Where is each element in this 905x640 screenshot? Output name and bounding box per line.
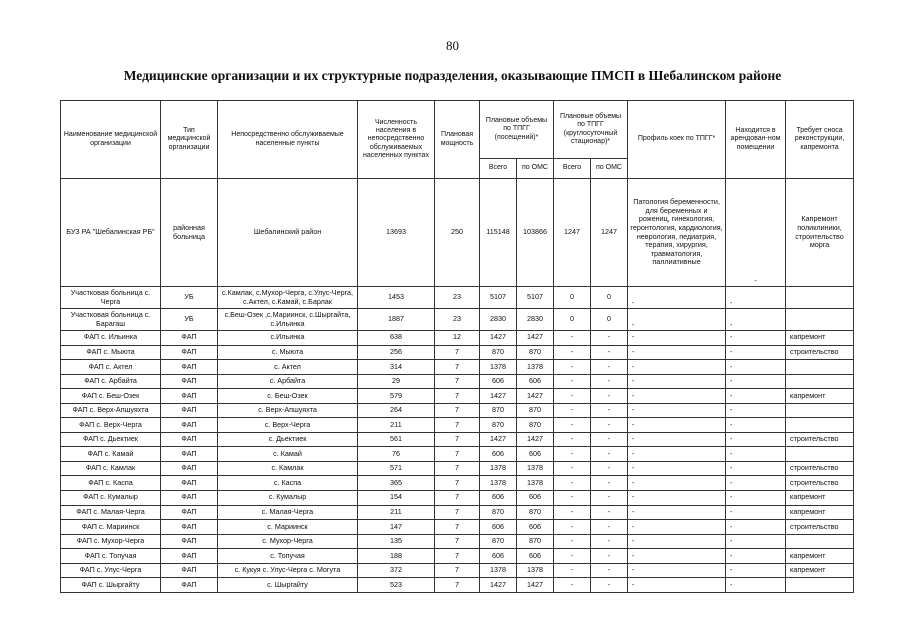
cell-visits-total: 870 xyxy=(480,534,517,549)
cell-population: 76 xyxy=(358,447,435,462)
cell-rented: - xyxy=(726,563,786,578)
cell-org-type: ФАП xyxy=(161,461,218,476)
cell-settlements: с. Камай xyxy=(218,447,358,462)
document-title: Медицинские организации и их структурные подразделения, оказывающие ПМСП в Шебалинском районе xyxy=(123,68,782,83)
cell-settlements: с. Актел xyxy=(218,360,358,375)
cell-population: 256 xyxy=(358,345,435,360)
cell-settlements: с. Верх-Апшуяхта xyxy=(218,403,358,418)
cell-inpatient-oms: - xyxy=(591,403,628,418)
cell-org-name: ФАП с. Мариинск xyxy=(61,520,161,535)
cell-bed-profile: - xyxy=(628,418,726,433)
cell-capacity: 7 xyxy=(435,476,480,491)
cell-visits-oms: 870 xyxy=(517,505,554,520)
cell-visits-oms: 2830 xyxy=(517,309,554,331)
cell-bed-profile: - xyxy=(628,520,726,535)
cell-inpatient-oms: 0 xyxy=(591,309,628,331)
table-row xyxy=(61,309,854,331)
cell-org-type: ФАП xyxy=(161,476,218,491)
table-row xyxy=(61,476,854,491)
cell-org-name: Участковая больница с. Черга xyxy=(61,287,161,309)
cell-inpatient-total: - xyxy=(554,520,591,535)
cell-settlements: с. Каспа xyxy=(218,476,358,491)
cell-bed-profile: - xyxy=(628,331,726,346)
header-rented: Находится в арендован-ном помещении xyxy=(726,101,786,179)
cell-capacity: 7 xyxy=(435,360,480,375)
cell-org-type: ФАП xyxy=(161,389,218,404)
table-row xyxy=(61,534,854,549)
cell-population: 211 xyxy=(358,505,435,520)
cell-visits-total: 1378 xyxy=(480,360,517,375)
cell-capacity: 7 xyxy=(435,578,480,593)
cell-inpatient-total: - xyxy=(554,461,591,476)
cell-rented: - xyxy=(726,389,786,404)
cell-inpatient-oms: - xyxy=(591,418,628,433)
cell-settlements: с. Арбайта xyxy=(218,374,358,389)
cell-settlements: с. Мыюта xyxy=(218,345,358,360)
cell-org-name: БУЗ РА "Шебалинская РБ" xyxy=(61,179,161,287)
cell-inpatient-oms: - xyxy=(591,331,628,346)
cell-capacity: 7 xyxy=(435,403,480,418)
cell-org-name: ФАП с. Верх-Черга xyxy=(61,418,161,433)
cell-repair: строительство xyxy=(786,461,854,476)
table-row xyxy=(61,461,854,476)
cell-rented: - xyxy=(726,578,786,593)
cell-visits-oms: 606 xyxy=(517,549,554,564)
cell-inpatient-oms: - xyxy=(591,549,628,564)
header-bed-profile: Профиль коек по ТПГГ* xyxy=(628,101,726,179)
cell-visits-total: 1427 xyxy=(480,432,517,447)
cell-settlements: с. Кукуя с. Улус-Черга с. Могута xyxy=(218,563,358,578)
cell-visits-oms: 870 xyxy=(517,534,554,549)
cell-org-name: ФАП с. Кумалыр xyxy=(61,491,161,506)
cell-org-type: районная больница xyxy=(161,179,218,287)
cell-capacity: 7 xyxy=(435,534,480,549)
cell-rented: - xyxy=(726,534,786,549)
cell-org-type: ФАП xyxy=(161,345,218,360)
cell-org-type: ФАП xyxy=(161,549,218,564)
table-body xyxy=(61,179,854,593)
cell-repair: капремонт xyxy=(786,389,854,404)
cell-repair: Капремонт поликлиники, строительство морга xyxy=(786,179,854,287)
cell-capacity: 23 xyxy=(435,287,480,309)
cell-org-name: ФАП с. Улус-Черга xyxy=(61,563,161,578)
cell-repair xyxy=(786,418,854,433)
cell-visits-total: 5107 xyxy=(480,287,517,309)
table-header xyxy=(61,101,854,179)
cell-visits-total: 1378 xyxy=(480,476,517,491)
cell-visits-oms: 870 xyxy=(517,403,554,418)
cell-population: 264 xyxy=(358,403,435,418)
cell-capacity: 7 xyxy=(435,447,480,462)
cell-rented: - xyxy=(726,520,786,535)
cell-capacity: 250 xyxy=(435,179,480,287)
header-needs-repair: Требует сноса реконструкции, капремонта xyxy=(786,101,854,179)
cell-bed-profile: - xyxy=(628,389,726,404)
cell-settlements: с. Кумалыр xyxy=(218,491,358,506)
cell-repair xyxy=(786,447,854,462)
cell-visits-oms: 870 xyxy=(517,418,554,433)
cell-repair xyxy=(786,374,854,389)
cell-org-type: ФАП xyxy=(161,563,218,578)
table-row xyxy=(61,389,854,404)
cell-rented: - xyxy=(726,418,786,433)
cell-rented: - xyxy=(726,403,786,418)
cell-inpatient-oms: - xyxy=(591,447,628,462)
cell-bed-profile: - xyxy=(628,505,726,520)
cell-org-type: ФАП xyxy=(161,447,218,462)
cell-repair: капремонт xyxy=(786,331,854,346)
cell-settlements: с. Шыргайту xyxy=(218,578,358,593)
cell-rented: - xyxy=(726,374,786,389)
cell-rented: - xyxy=(726,309,786,331)
cell-inpatient-oms: - xyxy=(591,534,628,549)
cell-inpatient-total: 1247 xyxy=(554,179,591,287)
cell-population: 571 xyxy=(358,461,435,476)
cell-org-name: ФАП с. Ильинка xyxy=(61,331,161,346)
cell-population: 135 xyxy=(358,534,435,549)
cell-repair: капремонт xyxy=(786,505,854,520)
cell-inpatient-oms: - xyxy=(591,578,628,593)
cell-visits-oms: 870 xyxy=(517,345,554,360)
cell-org-type: УБ xyxy=(161,309,218,331)
table-row xyxy=(61,403,854,418)
cell-visits-total: 115148 xyxy=(480,179,517,287)
cell-bed-profile: - xyxy=(628,360,726,375)
cell-rented: - xyxy=(726,432,786,447)
cell-visits-oms: 1427 xyxy=(517,331,554,346)
cell-org-type: ФАП xyxy=(161,534,218,549)
cell-org-type: ФАП xyxy=(161,432,218,447)
cell-inpatient-total: - xyxy=(554,360,591,375)
cell-org-name: ФАП с. Беш-Озек xyxy=(61,389,161,404)
header-capacity: Плановая мощность xyxy=(435,101,480,179)
cell-inpatient-total: 0 xyxy=(554,309,591,331)
cell-inpatient-oms: - xyxy=(591,491,628,506)
cell-visits-oms: 1378 xyxy=(517,461,554,476)
cell-inpatient-oms: - xyxy=(591,432,628,447)
cell-capacity: 7 xyxy=(435,418,480,433)
cell-population: 372 xyxy=(358,563,435,578)
cell-repair: капремонт xyxy=(786,549,854,564)
cell-org-type: ФАП xyxy=(161,578,218,593)
cell-bed-profile: - xyxy=(628,374,726,389)
cell-inpatient-total: - xyxy=(554,476,591,491)
cell-org-name: ФАП с. Мухор-Черга xyxy=(61,534,161,549)
cell-population: 523 xyxy=(358,578,435,593)
cell-visits-total: 2830 xyxy=(480,309,517,331)
cell-settlements: с. Дьектиек xyxy=(218,432,358,447)
cell-capacity: 7 xyxy=(435,520,480,535)
cell-inpatient-oms: - xyxy=(591,505,628,520)
cell-org-type: ФАП xyxy=(161,374,218,389)
cell-rented: - xyxy=(726,345,786,360)
cell-org-type: ФАП xyxy=(161,505,218,520)
cell-inpatient-total: - xyxy=(554,345,591,360)
cell-inpatient-oms: - xyxy=(591,374,628,389)
cell-org-name: ФАП с. Камай xyxy=(61,447,161,462)
cell-org-type: ФАП xyxy=(161,418,218,433)
cell-population: 579 xyxy=(358,389,435,404)
cell-visits-oms: 1378 xyxy=(517,476,554,491)
cell-org-name: ФАП с. Верх-Апшуяхта xyxy=(61,403,161,418)
cell-repair xyxy=(786,287,854,309)
cell-capacity: 7 xyxy=(435,374,480,389)
cell-visits-total: 1427 xyxy=(480,389,517,404)
table-row xyxy=(61,418,854,433)
cell-repair: строительство xyxy=(786,345,854,360)
cell-population: 1453 xyxy=(358,287,435,309)
cell-bed-profile: - xyxy=(628,563,726,578)
cell-population: 638 xyxy=(358,331,435,346)
cell-inpatient-oms: - xyxy=(591,360,628,375)
cell-capacity: 12 xyxy=(435,331,480,346)
cell-visits-total: 870 xyxy=(480,418,517,433)
cell-visits-total: 1378 xyxy=(480,461,517,476)
cell-org-name: ФАП с. Камлак xyxy=(61,461,161,476)
cell-org-type: УБ xyxy=(161,287,218,309)
cell-population: 211 xyxy=(358,418,435,433)
table-row xyxy=(61,331,854,346)
cell-visits-oms: 1427 xyxy=(517,578,554,593)
cell-population: 147 xyxy=(358,520,435,535)
cell-inpatient-oms: - xyxy=(591,389,628,404)
header-org-type: Тип медицинской организации xyxy=(161,101,218,179)
table-row xyxy=(61,447,854,462)
cell-visits-oms: 1427 xyxy=(517,389,554,404)
cell-bed-profile: - xyxy=(628,447,726,462)
cell-settlements: с. Мариинск xyxy=(218,520,358,535)
header-visits-group: Плановые объемы по ТПГГ (посещений)* xyxy=(480,101,554,159)
cell-org-name: ФАП с. Малая-Черга xyxy=(61,505,161,520)
table-row xyxy=(61,360,854,375)
cell-bed-profile: - xyxy=(628,491,726,506)
cell-visits-total: 870 xyxy=(480,345,517,360)
cell-bed-profile: Патология беременности, для беременных и рожениц, гинекология, геронтология, кардиология, неврология, педиатрия, терапия, хирургия, травматология, паллиативные xyxy=(628,179,726,287)
cell-visits-total: 870 xyxy=(480,505,517,520)
cell-inpatient-total: - xyxy=(554,374,591,389)
cell-inpatient-total: - xyxy=(554,578,591,593)
cell-inpatient-total: - xyxy=(554,389,591,404)
cell-inpatient-total: - xyxy=(554,403,591,418)
cell-bed-profile: - xyxy=(628,534,726,549)
table-row xyxy=(61,563,854,578)
cell-capacity: 7 xyxy=(435,389,480,404)
cell-rented: - xyxy=(726,491,786,506)
header-settlements: Непосредственно обслуживаемые населенные пункты xyxy=(218,101,358,179)
cell-repair: капремонт xyxy=(786,491,854,506)
cell-bed-profile: - xyxy=(628,578,726,593)
cell-inpatient-total: - xyxy=(554,534,591,549)
cell-rented: - xyxy=(726,360,786,375)
cell-inpatient-oms: 1247 xyxy=(591,179,628,287)
table-row xyxy=(61,345,854,360)
cell-inpatient-total: - xyxy=(554,505,591,520)
cell-org-type: ФАП xyxy=(161,360,218,375)
cell-capacity: 7 xyxy=(435,505,480,520)
cell-visits-oms: 5107 xyxy=(517,287,554,309)
page-number: 80 xyxy=(446,38,459,53)
cell-inpatient-total: - xyxy=(554,549,591,564)
cell-rented: - xyxy=(726,331,786,346)
cell-settlements: с. Топучая xyxy=(218,549,358,564)
cell-visits-total: 606 xyxy=(480,549,517,564)
organizations-table xyxy=(60,100,854,593)
cell-inpatient-total: - xyxy=(554,447,591,462)
cell-visits-total: 1427 xyxy=(480,331,517,346)
cell-org-name: ФАП с. Каспа xyxy=(61,476,161,491)
cell-repair xyxy=(786,578,854,593)
cell-population: 561 xyxy=(358,432,435,447)
cell-settlements: с. Камлак xyxy=(218,461,358,476)
cell-bed-profile: - xyxy=(628,287,726,309)
header-visits-total: Всего xyxy=(480,159,517,179)
table-row xyxy=(61,432,854,447)
cell-inpatient-total: - xyxy=(554,418,591,433)
cell-settlements: с.Камлак, с.Мухор-Черга, с.Улус-Черга, с.Актел, с.Камай, с.Барлак xyxy=(218,287,358,309)
cell-visits-oms: 606 xyxy=(517,491,554,506)
cell-org-name: ФАП с. Топучая xyxy=(61,549,161,564)
cell-inpatient-oms: - xyxy=(591,345,628,360)
cell-visits-total: 870 xyxy=(480,403,517,418)
cell-visits-oms: 1427 xyxy=(517,432,554,447)
cell-population: 365 xyxy=(358,476,435,491)
cell-visits-oms: 103866 xyxy=(517,179,554,287)
table-row xyxy=(61,374,854,389)
cell-capacity: 7 xyxy=(435,549,480,564)
cell-visits-total: 1427 xyxy=(480,578,517,593)
cell-bed-profile: - xyxy=(628,549,726,564)
cell-org-type: ФАП xyxy=(161,491,218,506)
table-row xyxy=(61,491,854,506)
cell-inpatient-oms: - xyxy=(591,563,628,578)
cell-inpatient-total: - xyxy=(554,491,591,506)
cell-inpatient-total: - xyxy=(554,563,591,578)
cell-capacity: 7 xyxy=(435,461,480,476)
header-inpatient-group: Плановые объемы по ТПГГ (круглосуточный стационар)* xyxy=(554,101,628,159)
cell-org-name: ФАП с. Арбайта xyxy=(61,374,161,389)
cell-repair: капремонт xyxy=(786,563,854,578)
cell-org-name: ФАП с. Дьектиек xyxy=(61,432,161,447)
cell-population: 154 xyxy=(358,491,435,506)
cell-visits-total: 606 xyxy=(480,374,517,389)
cell-visits-oms: 1378 xyxy=(517,360,554,375)
cell-visits-total: 606 xyxy=(480,491,517,506)
table-row-main xyxy=(61,179,854,287)
cell-org-type: ФАП xyxy=(161,403,218,418)
cell-bed-profile: - xyxy=(628,476,726,491)
cell-repair xyxy=(786,534,854,549)
table-row xyxy=(61,505,854,520)
cell-repair xyxy=(786,309,854,331)
cell-capacity: 7 xyxy=(435,432,480,447)
cell-org-name: ФАП с. Мыюта xyxy=(61,345,161,360)
header-inpatient-oms: по ОМС xyxy=(591,159,628,179)
cell-settlements: с. Малая-Черга xyxy=(218,505,358,520)
cell-repair: строительство xyxy=(786,520,854,535)
cell-population: 29 xyxy=(358,374,435,389)
cell-inpatient-oms: - xyxy=(591,461,628,476)
header-visits-oms: по ОМС xyxy=(517,159,554,179)
cell-bed-profile: - xyxy=(628,461,726,476)
cell-repair: строительство xyxy=(786,432,854,447)
cell-org-name: ФАП с. Актел xyxy=(61,360,161,375)
cell-capacity: 7 xyxy=(435,563,480,578)
cell-settlements: с. Беш-Озек xyxy=(218,389,358,404)
cell-population: 1887 xyxy=(358,309,435,331)
cell-rented: - xyxy=(726,287,786,309)
cell-org-type: ФАП xyxy=(161,520,218,535)
cell-settlements: с.Ильинка xyxy=(218,331,358,346)
cell-population: 13693 xyxy=(358,179,435,287)
cell-visits-total: 606 xyxy=(480,520,517,535)
header-inpatient-total: Всего xyxy=(554,159,591,179)
cell-org-name: ФАП с. Шыргайту xyxy=(61,578,161,593)
cell-rented: - xyxy=(726,476,786,491)
cell-bed-profile: - xyxy=(628,432,726,447)
cell-settlements: Шебалинский район xyxy=(218,179,358,287)
cell-org-type: ФАП xyxy=(161,331,218,346)
cell-rented: - xyxy=(726,549,786,564)
cell-visits-oms: 606 xyxy=(517,447,554,462)
cell-settlements: с. Мухор-Черга xyxy=(218,534,358,549)
cell-rented: - xyxy=(726,505,786,520)
cell-capacity: 23 xyxy=(435,309,480,331)
cell-inpatient-oms: - xyxy=(591,476,628,491)
table-row xyxy=(61,578,854,593)
cell-rented: - xyxy=(726,461,786,476)
cell-repair: строительство xyxy=(786,476,854,491)
cell-bed-profile: - xyxy=(628,403,726,418)
header-org-name: Наименование медицинской организации xyxy=(61,101,161,179)
cell-org-name: Участковая больница с. Барагаш xyxy=(61,309,161,331)
cell-repair xyxy=(786,360,854,375)
cell-bed-profile: - xyxy=(628,345,726,360)
cell-visits-oms: 1378 xyxy=(517,563,554,578)
cell-capacity: 7 xyxy=(435,491,480,506)
cell-bed-profile: - xyxy=(628,309,726,331)
table-row xyxy=(61,520,854,535)
cell-visits-total: 606 xyxy=(480,447,517,462)
cell-inpatient-oms: - xyxy=(591,520,628,535)
cell-rented: - xyxy=(726,179,786,287)
table-row xyxy=(61,549,854,564)
cell-visits-oms: 606 xyxy=(517,374,554,389)
cell-settlements: с.Беш-Озек ,с.Мариинск, с.Шыргайта, с.Ильинка xyxy=(218,309,358,331)
cell-inpatient-total: - xyxy=(554,432,591,447)
cell-inpatient-oms: 0 xyxy=(591,287,628,309)
cell-population: 188 xyxy=(358,549,435,564)
header-population: Численность населения в непосредственно обслуживаемых населенных пунктах xyxy=(358,101,435,179)
cell-visits-total: 1378 xyxy=(480,563,517,578)
cell-population: 314 xyxy=(358,360,435,375)
table-row xyxy=(61,287,854,309)
cell-visits-oms: 606 xyxy=(517,520,554,535)
cell-repair xyxy=(786,403,854,418)
cell-inpatient-total: - xyxy=(554,331,591,346)
cell-inpatient-total: 0 xyxy=(554,287,591,309)
cell-capacity: 7 xyxy=(435,345,480,360)
cell-rented: - xyxy=(726,447,786,462)
cell-settlements: с. Верх-Черга xyxy=(218,418,358,433)
